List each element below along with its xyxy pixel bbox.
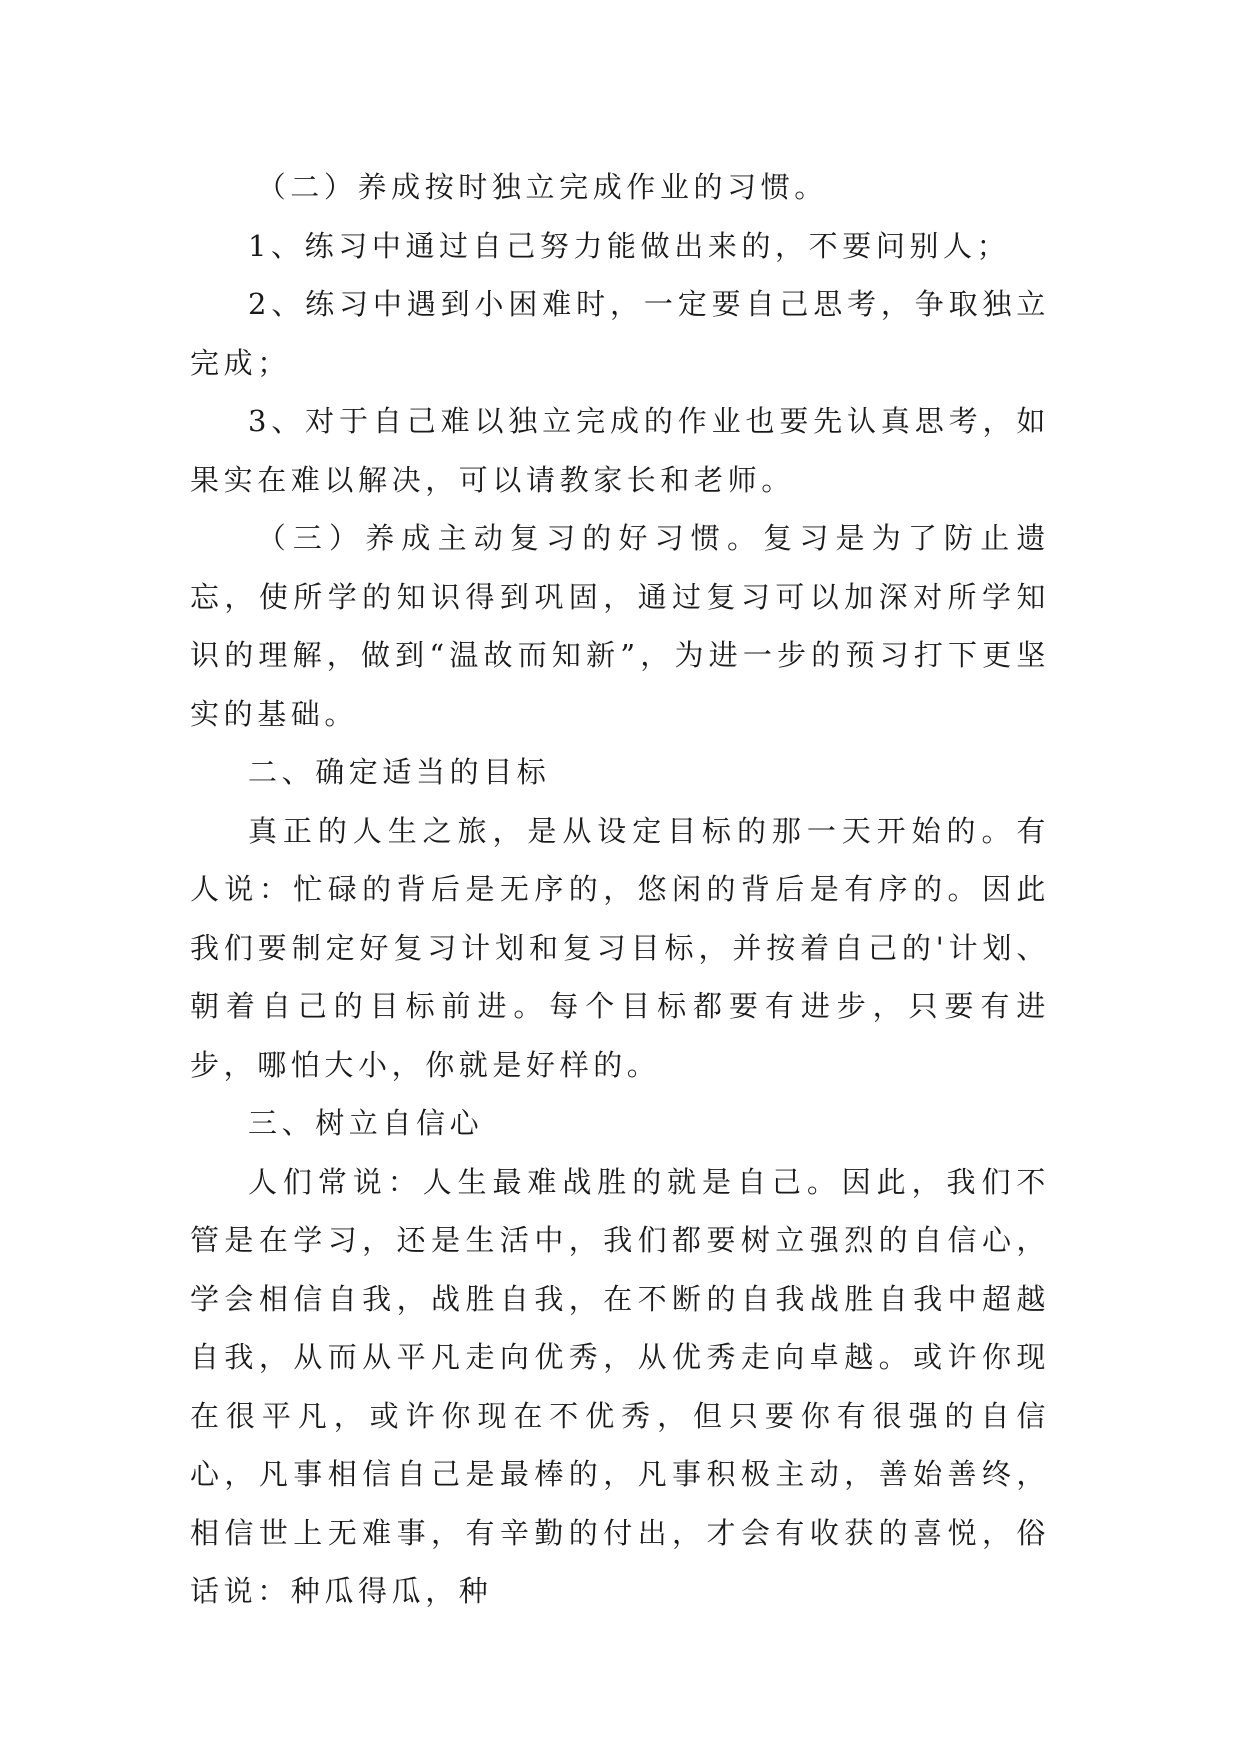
goals-paragraph: 真正的人生之旅，是从设定目标的那一天开始的。有人说：忙碌的背后是无序的，悠闲的背后是有序的。因此我们要制定好复习计划和复习目标，并按着自己的'计划、朝着自己的目标前进。每个目标都要有进步，只要有进步，哪怕大小，你就是好样的。 bbox=[190, 813, 1050, 1082]
review-habit-paragraph: （三）养成主动复习的好习惯。复习是为了防止遗忘，使所学的知识得到巩固，通过复习可以加深对所学知识的理解，做到“温故而知新”，为进一步的预习打下更坚实的基础。 bbox=[190, 521, 1050, 731]
document-body bbox=[190, 158, 1050, 1621]
homework-item-2: 2、练习中遇到小困难时，一定要自己思考，争取独立完成； bbox=[190, 287, 1050, 380]
homework-item-3: 3、对于自己难以独立完成的作业也要先认真思考，如果实在难以解决，可以请教家长和老师。 bbox=[190, 404, 1050, 497]
section-heading-confidence: 三、树立自信心 bbox=[248, 1106, 484, 1140]
homework-item-1: 1、练习中通过自己努力能做出来的，不要问别人； bbox=[248, 228, 1011, 263]
confidence-paragraph: 人们常说：人生最难战胜的就是自己。因此，我们不管是在学习，还是生活中，我们都要树立强烈的自信心，学会相信自我，战胜自我，在不断的自我战胜自我中超越自我，从而从平凡走向优秀，从优秀走向卓越。或许你现在很平凡，或许你现在不优秀，但只要你有很强的自信心，凡事相信自己是最棒的，凡事积极主动，善始善终，相信世上无难事，有辛勤的付出，才会有收获的喜悦，俗话说：种瓜得瓜，种 bbox=[190, 1164, 1050, 1608]
section-heading-goals: 二、确定适当的目标 bbox=[248, 755, 551, 789]
section-heading-homework-habit: （二）养成按时独立完成作业的习惯。 bbox=[256, 170, 828, 204]
